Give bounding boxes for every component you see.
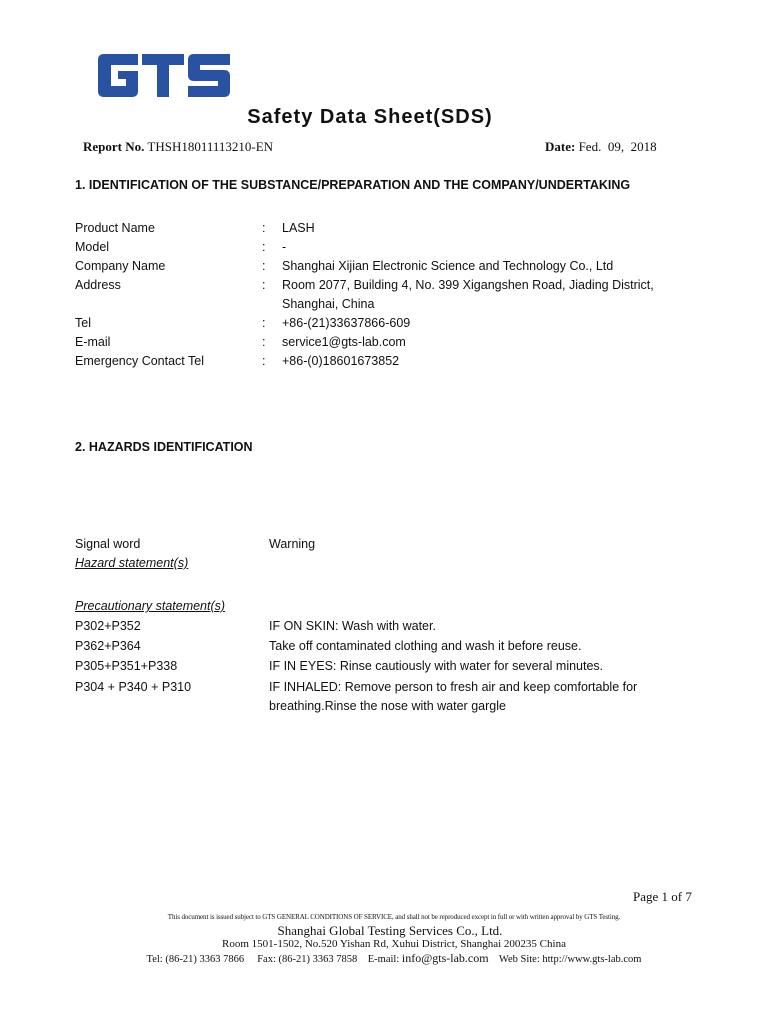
precautionary-text: IF INHALED: Remove person to fresh air and keep comfortable for breathing.Rinse the nose with water gargle [269,680,638,713]
report-number [83,139,273,155]
field-colon: : [262,221,266,235]
footer-company: Shanghai Global Testing Services Co., Ltd. [277,923,503,938]
footer-address: Room 1501-1502, No.520 Yishan Rd, Xuhui District, Shanghai 200235 China [222,938,566,950]
report-number-value: THSH18011113210-EN [147,139,274,154]
field-colon: : [262,278,266,292]
field-value-email: service1@gts-lab.com [282,335,406,349]
field-label-tel: Tel [75,316,91,330]
field-value-tel: +86-(21)33637866-609 [282,316,411,330]
field-label-company-name: Company Name [75,259,166,273]
field-label-email: E-mail [75,335,111,349]
precautionary-statements-heading: Precautionary statement(s) [75,599,226,613]
field-colon: : [262,354,266,368]
precautionary-text: Take off contaminated clothing and wash it before reuse. [269,639,582,653]
gts-logo-graphic [96,52,232,99]
footer-tel: Tel: (86-21) 3363 7866 [146,954,245,965]
signal-word-value: Warning [269,537,316,551]
date-value: Fed. 09, 2018 [578,139,657,154]
field-value-emergency-tel: +86-(0)18601673852 [282,354,400,368]
precautionary-text: IF ON SKIN: Wash with water. [269,619,436,633]
field-value-model: - [282,240,287,254]
section1-heading: 1. IDENTIFICATION OF THE SUBSTANCE/PREPARATION AND THE COMPANY/UNDERTAKING [75,178,631,192]
footer-disclaimer: This document is issued subject to GTS GENERAL CONDITIONS OF SERVICE, and shall not be reproduced except in full or with written approval by GTS Testing. [167,913,621,921]
report-number-label: Report No. [83,139,145,154]
field-label-model: Model [75,240,110,254]
precautionary-code: P362+P364 [75,639,141,653]
signal-word-label: Signal word [75,537,141,551]
date-label: Date: [545,139,576,154]
page-number: Page 1 of 7 [633,889,692,904]
field-value-company-name: Shanghai Xijian Electronic Science and Technology Co., Ltd [282,259,614,273]
footer-contact [0,951,768,966]
hazard-statements-heading: Hazard statement(s) [75,556,189,570]
field-value-address: Room 2077, Building 4, No. 399 Xigangshen Road, Jiading District, Shanghai, China [282,278,654,311]
document-title: Safety Data Sheet(SDS) [247,106,493,128]
field-colon: : [262,240,266,254]
precautionary-code: P304 + P340 + P310 [75,680,192,694]
field-label-emergency-tel: Emergency Contact Tel [75,354,204,368]
precautionary-text: IF IN EYES: Rinse cautiously with water for several minutes. [269,659,604,673]
field-label-product-name: Product Name [75,221,155,235]
section2-heading: 2. HAZARDS IDENTIFICATION [75,440,253,454]
field-colon: : [262,316,266,330]
field-colon: : [262,259,266,273]
footer-email[interactable]: info@gts-lab.com [401,951,489,965]
gts-logo [96,52,232,99]
field-label-address: Address [75,278,121,292]
field-colon: : [262,335,266,349]
footer-website[interactable]: Web Site: http://www.gts-lab.com [498,954,642,965]
field-value-product-name: LASH [282,221,315,235]
precautionary-code: P305+P351+P338 [75,659,178,673]
report-date [545,139,657,155]
footer-fax: Fax: (86-21) 3363 7858 [257,954,358,965]
precautionary-code: P302+P352 [75,619,141,633]
footer-email-label: E-mail: [367,954,400,965]
